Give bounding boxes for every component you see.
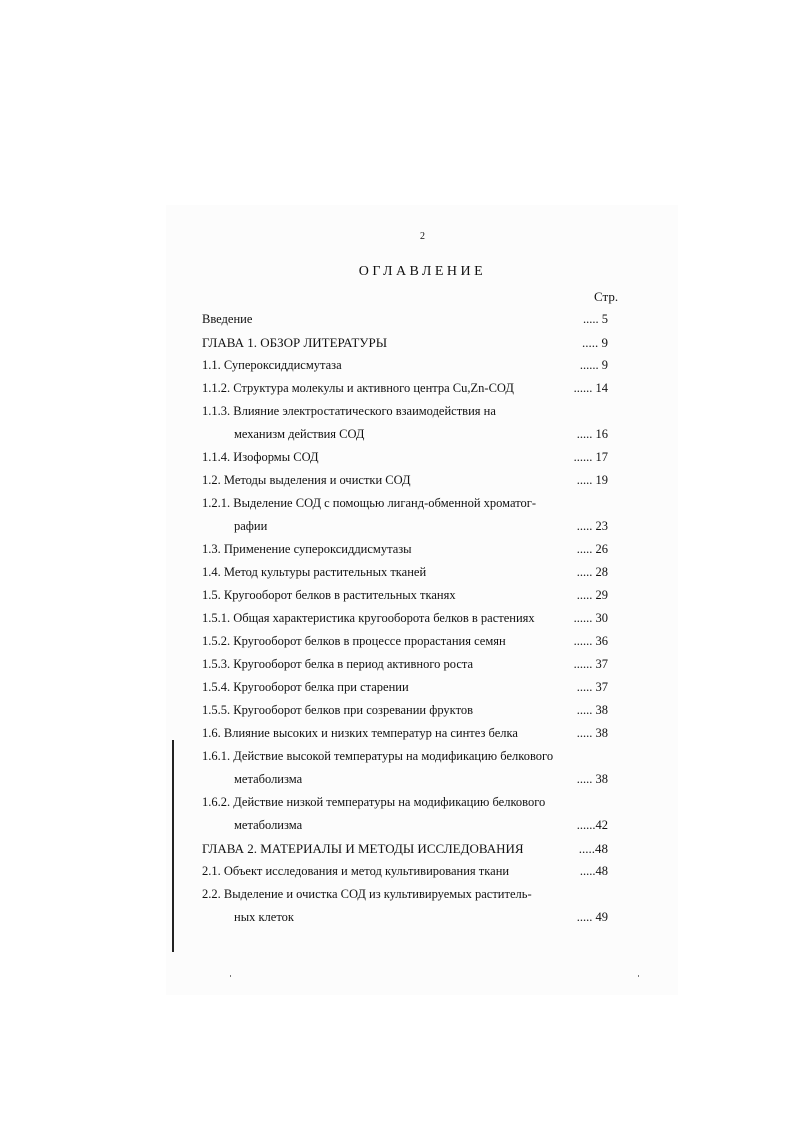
toc-entry xyxy=(202,862,622,885)
toc-entry-page: ..... 23 xyxy=(576,519,608,533)
scan-speck xyxy=(638,975,639,977)
scan-speck xyxy=(230,975,231,977)
toc-entry-label: 1.1.4. Изоформы СОД xyxy=(202,450,319,464)
toc-entry-page: ...... 36 xyxy=(573,634,608,648)
toc-entry-label: 1.5. Кругооборот белков в растительных тканях xyxy=(202,588,456,602)
toc-entry xyxy=(202,655,622,678)
toc-entry-label: 1.4. Метод культуры растительных тканей xyxy=(202,565,427,579)
toc-entry-label: 1.1. Супероксиддисмутаза xyxy=(202,358,342,372)
toc-entry xyxy=(202,402,622,425)
toc-entry-label: 1.3. Применение супероксиддисмутазы xyxy=(202,542,412,556)
toc-entry-page: ..... 26 xyxy=(576,542,608,556)
toc-entry-page: ...... 37 xyxy=(573,657,608,671)
toc-entry-label: 1.6.1. Действие высокой температуры на модификацию белкового xyxy=(202,749,554,763)
toc-entry xyxy=(202,448,622,471)
page-number: 2 xyxy=(420,231,425,242)
toc-entry xyxy=(202,770,622,793)
toc-entry-label: ГЛАВА 1. ОБЗОР ЛИТЕРАТУРЫ xyxy=(202,335,388,350)
toc-entry-page: ...... 30 xyxy=(573,611,608,625)
page-column-header: Стр. xyxy=(594,289,619,304)
binding-margin-line xyxy=(172,740,174,952)
toc-entry-label: 1.5.4. Кругооборот белка при старении xyxy=(202,680,409,694)
toc-entry-label: 1.1.3. Влияние электростатического взаимодействия на xyxy=(202,404,496,418)
toc-entry xyxy=(202,586,622,609)
toc-entry-page: ..... 16 xyxy=(576,427,608,441)
toc-entry-page: ..... 38 xyxy=(576,772,608,786)
toc-entry xyxy=(202,747,622,770)
toc-entry xyxy=(202,678,622,701)
toc-entry xyxy=(202,425,622,448)
toc-entry-label: 1.2. Методы выделения и очистки СОД xyxy=(202,473,411,487)
toc-entry xyxy=(202,310,622,333)
toc-entry xyxy=(202,609,622,632)
toc-entry-page: ......42 xyxy=(576,818,608,832)
toc-entry xyxy=(202,701,622,724)
toc-entry-label: Введение xyxy=(202,312,253,326)
toc-entry-label: 1.5.1. Общая характеристика кругооборота белков в растениях xyxy=(202,611,535,625)
toc-entry-page: ..... 38 xyxy=(576,726,608,740)
toc-entry-label: 2.2. Выделение и очистка СОД из культивируемых раститель- xyxy=(202,887,532,901)
toc-entry-page: ..... 9 xyxy=(582,335,608,350)
toc-entry-page: ..... 5 xyxy=(583,312,608,326)
toc-entry-label: рафии xyxy=(234,519,268,533)
toc-entry xyxy=(202,333,622,356)
toc-entry-label: 1.2.1. Выделение СОД с помощью лиганд-обменной хроматог- xyxy=(202,496,537,510)
toc-entry-label: механизм действия СОД xyxy=(234,427,365,441)
toc-entry-label: ных клеток xyxy=(234,910,294,924)
toc-entry-label: 1.6.2. Действие низкой температуры на модификацию белкового xyxy=(202,795,546,809)
toc-entry xyxy=(202,724,622,747)
toc-entry xyxy=(202,563,622,586)
toc-entry xyxy=(202,816,622,839)
toc-entry xyxy=(202,632,622,655)
toc-entry xyxy=(202,494,622,517)
toc-entry-label: 1.5.5. Кругооборот белков при созревании фруктов xyxy=(202,703,474,717)
toc-entry xyxy=(202,908,622,931)
toc-entry-page: ..... 38 xyxy=(576,703,608,717)
toc-entry-label: метаболизма xyxy=(234,818,303,832)
toc-entry-label: 1.1.2. Структура молекулы и активного центра Cu,Zn-СОД xyxy=(202,381,514,395)
toc-entry xyxy=(202,793,622,816)
toc-entry-label: 2.1. Объект исследования и метод культивирования ткани xyxy=(202,864,510,878)
toc-entry-page: .....48 xyxy=(579,864,608,878)
toc-title: ОГЛАВЛЕНИЕ xyxy=(358,264,487,279)
table-of-contents xyxy=(202,310,622,931)
toc-entry-label: 1.5.3. Кругооборот белка в период активного роста xyxy=(202,657,474,671)
toc-entry xyxy=(202,885,622,908)
toc-entry-page: ...... 9 xyxy=(579,358,608,372)
toc-entry xyxy=(202,517,622,540)
toc-entry-page: ..... 49 xyxy=(576,910,608,924)
toc-entry xyxy=(202,471,622,494)
toc-entry-page: ..... 28 xyxy=(576,565,608,579)
toc-entry-label: ГЛАВА 2. МАТЕРИАЛЫ И МЕТОДЫ ИССЛЕДОВАНИЯ xyxy=(202,841,524,856)
toc-entry xyxy=(202,356,622,379)
toc-entry xyxy=(202,839,622,862)
toc-entry-label: 1.6. Влияние высоких и низких температур на синтез белка xyxy=(202,726,518,740)
toc-entry xyxy=(202,540,622,563)
toc-entry-page: .....48 xyxy=(578,841,608,856)
toc-entry-page: ...... 17 xyxy=(573,450,608,464)
toc-entry xyxy=(202,379,622,402)
toc-entry-label: метаболизма xyxy=(234,772,303,786)
toc-entry-label: 1.5.2. Кругооборот белков в процессе прорастания семян xyxy=(202,634,506,648)
toc-entry-page: ...... 14 xyxy=(573,381,608,395)
toc-entry-page: ..... 29 xyxy=(576,588,608,602)
toc-entry-page: ..... 19 xyxy=(576,473,608,487)
toc-entry-page: ..... 37 xyxy=(576,680,608,694)
